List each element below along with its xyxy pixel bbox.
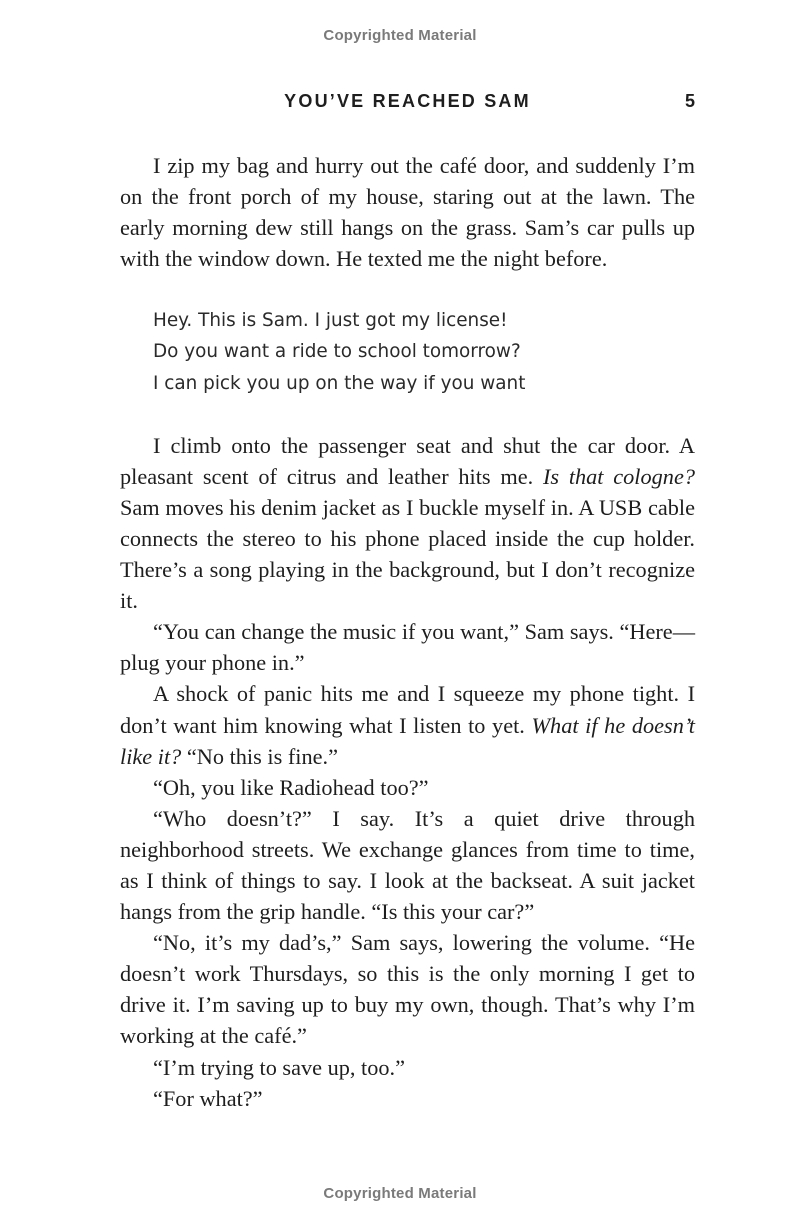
- text-message-line: I can pick you up on the way if you want: [153, 372, 526, 394]
- paragraph: “Oh, you like Radiohead too?”: [153, 774, 429, 800]
- page-number: 5: [684, 91, 695, 111]
- running-head: [120, 89, 695, 115]
- paragraph: “Who doesn’t?” I say. It’s a quiet drive through neighborhood streets. We exchange glances from time to time, as I think of things to say. I look at the backseat. A suit jacket hangs from the grip handle. “Is this your car?”: [120, 805, 695, 925]
- paragraph: “No, it’s my dad’s,” Sam says, lowering the volume. “He doesn’t work Thursdays, so this is the only morning I get to drive it. I’m saving up to buy my own, though. That’s why I’m working at the café.”: [120, 930, 695, 1049]
- copyright-watermark-top: Copyrighted Material: [323, 27, 477, 44]
- paragraph-text: “No this is fine.”: [181, 743, 338, 769]
- body-text: [120, 150, 695, 1114]
- paragraph: I zip my bag and hurry out the café door, and suddenly I’m on the front porch of my house, staring out at the lawn. The early morning dew still hangs on the grass. Sam’s car pulls up with the window down. He texted me the night before.: [120, 153, 695, 272]
- paragraph: “I’m trying to save up, too.”: [153, 1054, 406, 1080]
- text-message-block: [153, 305, 695, 398]
- italic-thought: Is that cologne?: [542, 463, 695, 489]
- paragraph-text: I climb onto the passenger seat and shut the car door. A pleasant scent of citrus and leather hits me.: [120, 432, 695, 489]
- paragraph: [120, 678, 695, 771]
- chapter-title: YOU’VE REACHED SAM: [284, 91, 531, 111]
- copyright-watermark-bottom: Copyrighted Material: [323, 1185, 477, 1202]
- italic-thought: What if he doesn’t like it?: [120, 712, 695, 769]
- paragraph-text: Sam moves his denim jacket as I buckle myself in. A USB cable connects the stereo to his phone placed inside the cup holder. There’s a song playing in the background, but I don’t recognize it.: [120, 494, 695, 614]
- paragraph: “For what?”: [153, 1085, 263, 1111]
- text-message-line: Do you want a ride to school tomorrow?: [153, 341, 521, 363]
- paragraph: [120, 430, 695, 617]
- paragraph: “You can change the music if you want,” Sam says. “Here—plug your phone in.”: [120, 619, 695, 676]
- paragraph-text: A shock of panic hits me and I squeeze my phone tight. I don’t want him knowing what I listen to yet.: [120, 681, 695, 738]
- text-message-line: Hey. This is Sam. I just got my license!: [153, 310, 508, 332]
